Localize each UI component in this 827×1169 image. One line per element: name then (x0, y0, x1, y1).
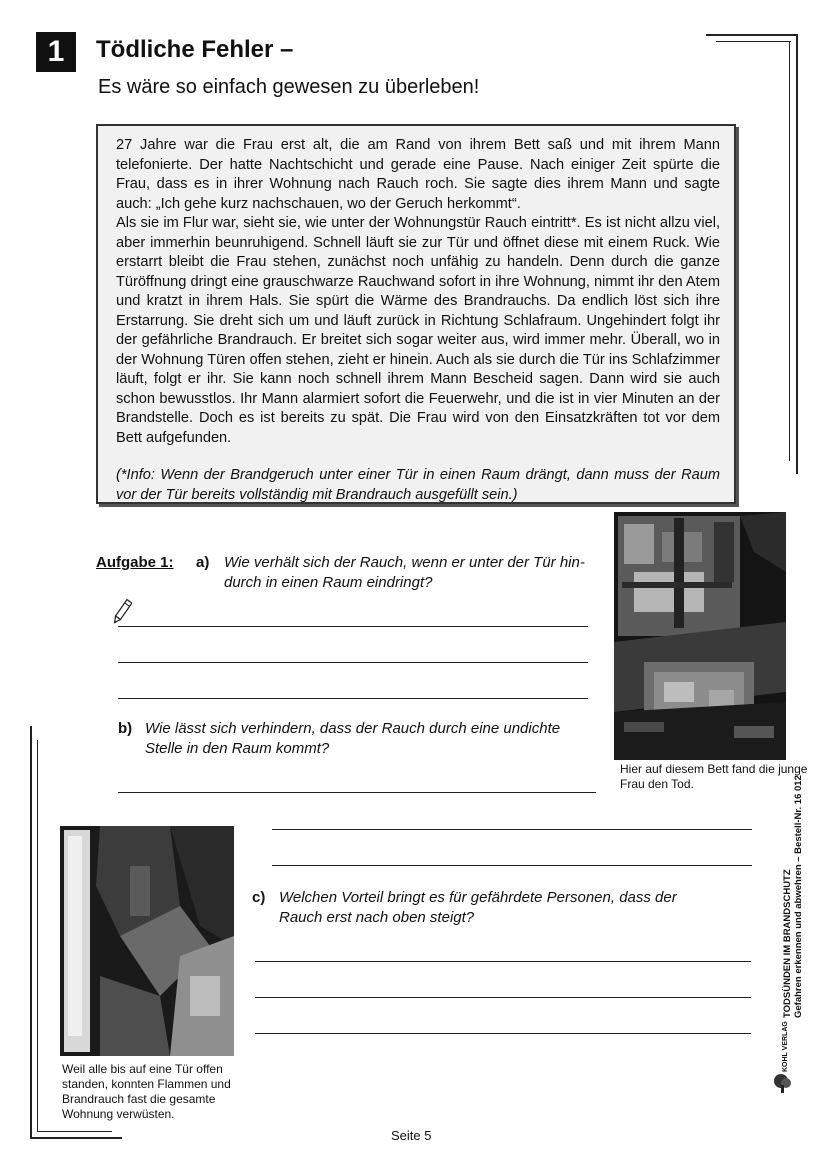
publisher-name: KOHL VERLAG (782, 1021, 789, 1072)
bed-photo-caption: Hier auf diesem Bett fand die junge Frau den Tod. (620, 762, 808, 791)
task-a-label: a) (196, 554, 210, 571)
burnt-apartment-photo (60, 826, 234, 1056)
task-c-question: Welchen Vorteil bringt es für gefährdete Personen, dass der Rauch erst nach oben steigt? (279, 889, 677, 926)
worksheet-number: 1 (36, 32, 76, 72)
burnt-bed-photo (614, 512, 786, 760)
frame-line-top-right (706, 34, 798, 36)
answer-line-b-2[interactable] (272, 829, 752, 830)
story-info-note: (*Info: Wenn der Brandgeruch unter einer Tür in einen Raum drängt, dann muss der Raum vor der Tür bereits vollständig mit Brandrauch ausgefüllt sein.) (116, 467, 720, 503)
task-b-label: b) (118, 720, 133, 737)
answer-line-c-1[interactable] (255, 961, 751, 962)
frame-line-bottom-left-inner (37, 1131, 112, 1132)
tree-icon (772, 1072, 794, 1094)
publisher-logo (770, 1021, 800, 1094)
story-box (96, 124, 736, 504)
task-b-question: Wie lässt sich verhindern, dass der Rauch durch eine undichte Stelle in den Raum kommt? (145, 720, 561, 757)
pencil-icon (112, 598, 132, 626)
answer-line-b-3[interactable] (272, 865, 752, 866)
story-paragraph-1: 27 Jahre war die Frau erst alt, die am Rand von ihrem Bett saß und mit ihrem Mann telefonierte. Der hatte Nachtschicht und gerade eine Pause. Nach einiger Zeit spürte die Frau, dass es in ihrer Wohnung nach Rauch roch. Sie sagte dies ihrem Mann und sagte auch: „Ich gehe kurz nachschauen, wo der Geruch herkommt“. (116, 137, 720, 212)
frame-line-top-right-inner (716, 41, 791, 42)
burnt-bed-photo-graphic (614, 512, 786, 760)
task-c-label: c) (252, 889, 266, 906)
answer-line-c-3[interactable] (255, 1033, 751, 1034)
answer-line-c-2[interactable] (255, 997, 751, 998)
answer-line-a-2[interactable] (118, 662, 588, 663)
page-title: Tödliche Fehler – (96, 36, 294, 63)
story-paragraph-2: Als sie im Flur war, sieht sie, wie unter der Wohnungstür Rauch eintritt*. Es ist nicht allzu viel, aber immerhin beunruhigend. Schnell läuft sie zur Tür und öffnet diese mit einem Ruck. Wie erstarrt bleibt die Frau stehen, zunächst noch unfähig zu handeln. Denn durch die ganze Türöffnung dringt eine grauschwarze Rauchwand sofort in ihre Wohnung, nimmt ihr den Atem und kratzt in ihrem Hals. Sie spürt die Wärme des Brandrauchs. Da endlich löst sich ihre Erstarrung. Sie dreht sich um und läuft zurück in Richtung Schlafraum. Ungehindert folgt ihr der gefährliche Brandrauch. Er breitet sich sogar weiter aus, wird immer mehr. Überall, wo in der Wohnung Türen offen stehen, zieht er hinein. Auch als sie durch die Tür ins Schlafzimmer läuft, folgt er ihr. Sie kann noch schnell ihrem Mann Bescheid sagen. Dann wird sie auch schon bewusstlos. Ihr Mann alarmiert sofort die Feuerwehr, und die ist in vier Minuten an der Brandstelle. Doch es ist bereits zu spät. Die Frau wird von den Einsatzkräften tot vor dem Bett aufgefunden. (116, 215, 720, 446)
frame-line-left-vertical (30, 726, 32, 1138)
answer-line-a-3[interactable] (118, 698, 588, 699)
frame-line-right-vertical (796, 34, 798, 474)
page-number: Seite 5 (391, 1128, 432, 1143)
answer-line-b-1[interactable] (118, 792, 596, 793)
burnt-apartment-photo-graphic (60, 826, 234, 1056)
frame-line-bottom-left (30, 1137, 122, 1139)
task-a-question: Wie verhält sich der Rauch, wenn er unter der Tür hindurch in einen Raum eindringt? (224, 554, 585, 591)
task-label: Aufgabe 1: (96, 554, 174, 571)
side-series-subtitle: Gefahren erkennen und abwehren – Bestell-Nr. 16 012 (793, 775, 804, 1018)
side-series-text (782, 775, 804, 1018)
frame-line-right-vertical-inner (789, 41, 790, 461)
page-subtitle: Es wäre so einfach gewesen zu überleben! (98, 76, 480, 98)
side-series-title: TODSÜNDEN IM BRANDSCHUTZ (782, 869, 793, 1018)
answer-line-a-1[interactable] (118, 626, 588, 627)
apartment-photo-caption: Weil alle bis auf eine Tür offen standen, konnten Flammen und Brandrauch fast die gesamte Wohnung verwüsten. (62, 1062, 231, 1121)
frame-line-left-vertical-inner (37, 740, 38, 1132)
